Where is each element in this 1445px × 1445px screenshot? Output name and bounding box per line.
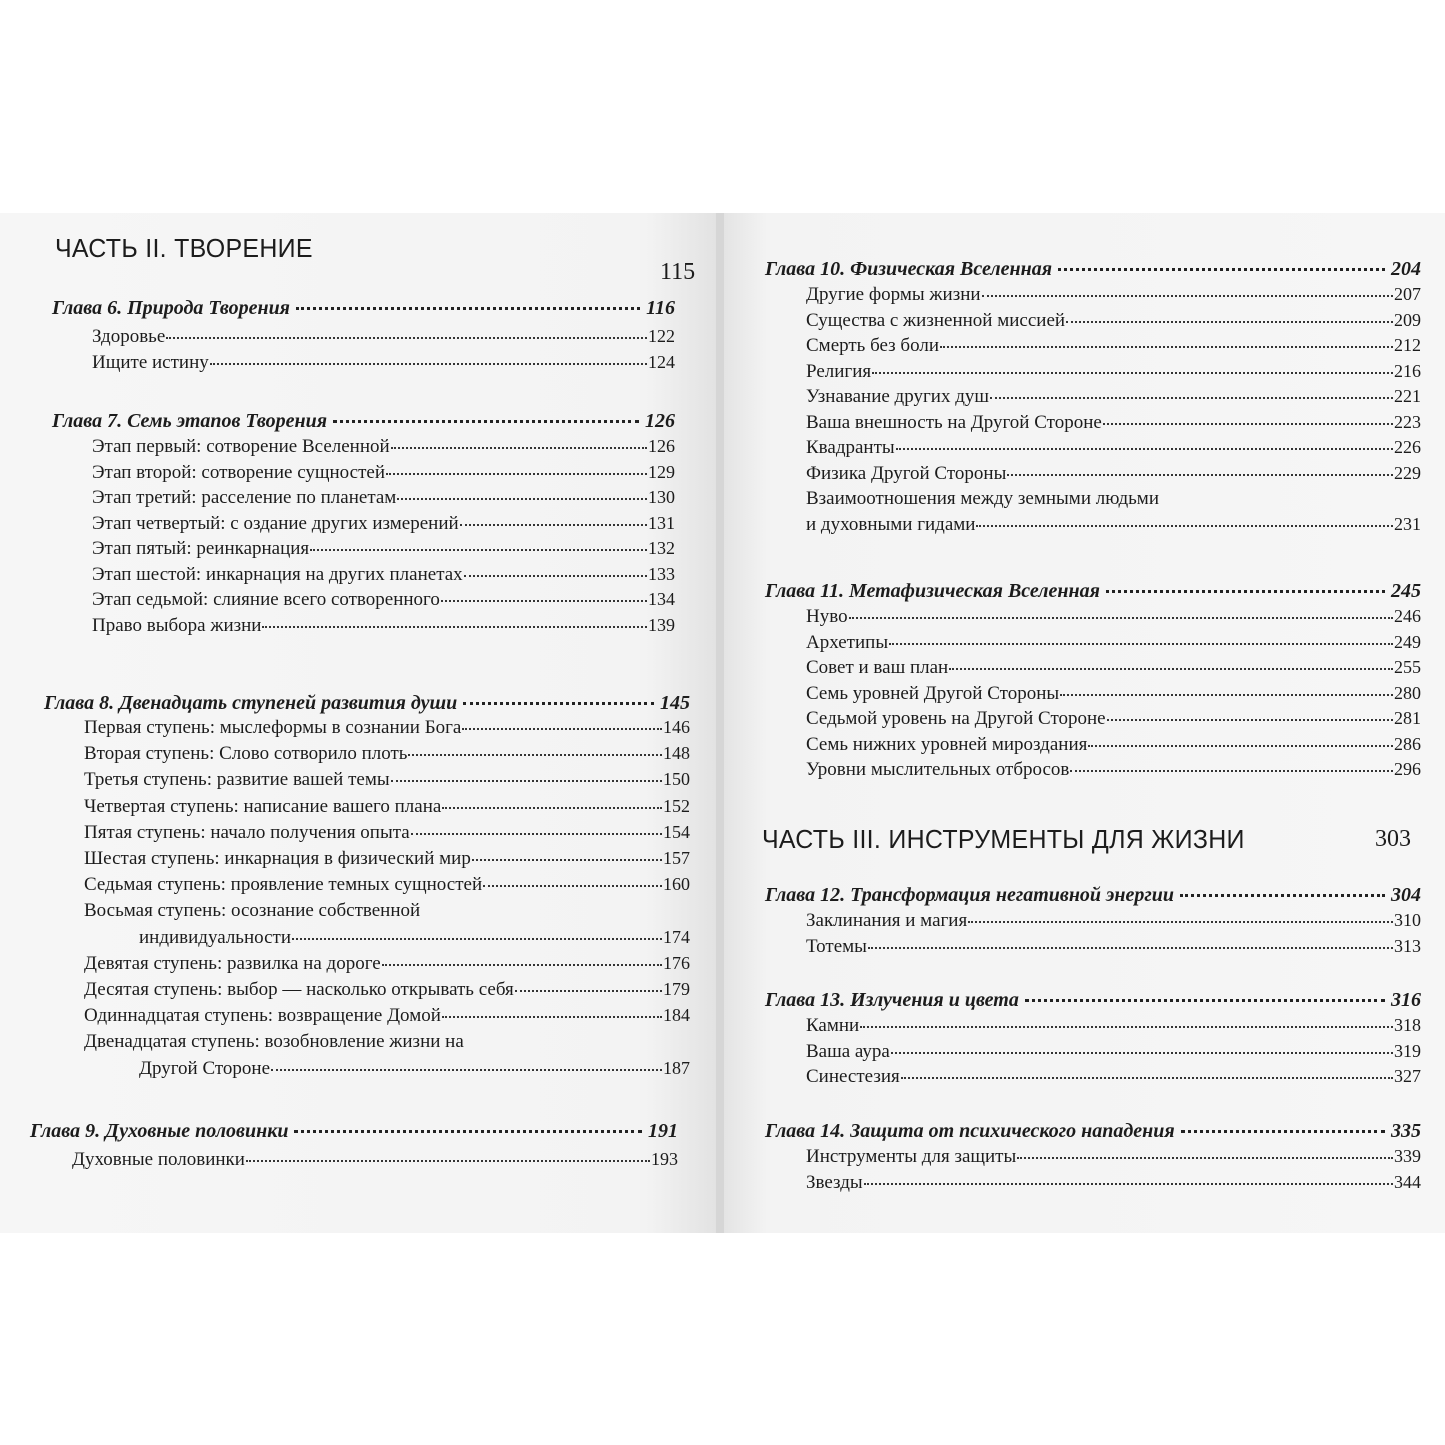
- page-number: 319: [1394, 1040, 1421, 1061]
- dot-leader: [166, 337, 647, 339]
- section-entry: [806, 657, 1421, 679]
- dot-leader: [901, 1077, 1393, 1079]
- page-number: 129: [648, 461, 675, 482]
- section-title: Десятая ступень: выбор — насколько открывать себя: [84, 979, 514, 1000]
- dot-leader: [210, 363, 647, 365]
- dot-leader: [1017, 1157, 1393, 1159]
- dot-leader: [872, 372, 1393, 374]
- section-entry: [84, 953, 690, 975]
- chapter-entry: [765, 989, 1421, 1012]
- section-title: Этап четвертый: с оздание других измерений: [92, 512, 459, 534]
- section-entry: [806, 386, 1421, 408]
- dot-leader: [1058, 268, 1385, 271]
- dot-leader: [408, 754, 662, 756]
- section-title: Другие формы жизни: [806, 284, 981, 305]
- section-entry: [92, 615, 675, 637]
- section-title: Семь уровней Другой Стороны: [806, 682, 1060, 704]
- dot-leader: [1066, 321, 1393, 323]
- chapter-title: Глава 13. Излучения и цвета: [765, 989, 1019, 1011]
- chapter-title: Глава 6. Природа Творения: [52, 297, 290, 319]
- dot-leader: [391, 447, 647, 449]
- chapter-entry: [765, 884, 1421, 907]
- section-entry: [806, 1146, 1421, 1168]
- dot-leader: [864, 1183, 1393, 1185]
- chapter-entry: [765, 580, 1421, 603]
- dot-leader: [1088, 745, 1393, 747]
- section-entry: [806, 335, 1421, 357]
- page-number: 310: [1394, 910, 1421, 930]
- section-title: Этап седьмой: слияние всего сотворенного: [92, 589, 440, 610]
- section-title: Камни: [806, 1015, 860, 1036]
- page-number: 313: [1394, 935, 1421, 956]
- section-title: Взаимоотношения между земными людьми: [806, 488, 1159, 509]
- section-entry: [806, 1041, 1421, 1063]
- dot-leader: [889, 643, 1393, 645]
- dot-leader: [1181, 1130, 1385, 1133]
- dot-leader: [949, 668, 1393, 670]
- section-title: Этап первый: сотворение Вселенной: [92, 436, 390, 457]
- section-title: Заклинания и магия: [806, 910, 968, 931]
- page-number: 229: [1394, 462, 1421, 483]
- section-entry: [84, 874, 690, 896]
- page-number: 132: [648, 538, 675, 558]
- page-number: 145: [660, 692, 690, 714]
- dot-leader: [990, 397, 1393, 399]
- page-number: 246: [1394, 606, 1421, 626]
- dot-leader: [442, 1016, 662, 1018]
- section-title: Двенадцатая ступень: возобновление жизни на: [84, 1031, 464, 1053]
- chapter-title: Глава 9. Духовные половинки: [30, 1120, 289, 1142]
- section-entry: [806, 1066, 1421, 1088]
- dot-leader: [382, 964, 662, 966]
- section-title: Физика Другой Стороны: [806, 462, 1007, 484]
- section-entry: [84, 848, 690, 870]
- section-title: Пятая ступень: начало получения опыта: [84, 821, 410, 843]
- dot-leader: [333, 420, 639, 423]
- dot-leader: [1070, 770, 1393, 772]
- dot-leader: [1060, 694, 1393, 696]
- dot-leader: [441, 600, 647, 602]
- page-number: 231: [1394, 513, 1421, 534]
- section-title: Этап третий: расселение по планетам: [92, 487, 397, 508]
- chapter-entry: [30, 1120, 678, 1143]
- section-entry: [139, 1058, 690, 1080]
- dot-leader: [982, 295, 1393, 297]
- page-number: 134: [648, 589, 675, 609]
- dot-leader: [296, 307, 640, 310]
- chapter-title: Глава 8. Двенадцать ступеней развития души: [44, 692, 458, 714]
- part-page-number: 303: [1375, 826, 1411, 852]
- section-title: Звезды: [806, 1171, 863, 1193]
- dot-leader: [896, 448, 1393, 450]
- section-title: Семь нижних уровней мироздания: [806, 733, 1088, 755]
- dot-leader: [460, 524, 647, 526]
- dot-leader: [940, 346, 1393, 348]
- section-entry: [92, 564, 675, 586]
- section-title: Восьмая ступень: осознание собственной: [84, 900, 421, 922]
- chapter-title: Глава 11. Метафизическая Вселенная: [765, 580, 1100, 602]
- page-number: 116: [646, 297, 675, 319]
- section-entry: [84, 769, 690, 791]
- page-number: 207: [1394, 284, 1421, 304]
- section-entry: [806, 708, 1421, 730]
- section-entry: [806, 759, 1421, 781]
- chapter-title: Глава 14. Защита от психического нападения: [765, 1120, 1175, 1142]
- page-number: 209: [1394, 309, 1421, 330]
- page-number: 130: [648, 487, 675, 507]
- page-number: 245: [1391, 580, 1421, 602]
- chapter-entry: [765, 1120, 1421, 1143]
- section-entry: [84, 979, 690, 1001]
- dot-leader: [1107, 719, 1393, 721]
- chapter-entry: [44, 692, 690, 715]
- page-number: 122: [648, 326, 675, 346]
- page-number: 280: [1394, 682, 1421, 703]
- section-title: Вторая ступень: Слово сотворило плоть: [84, 743, 408, 765]
- dot-leader: [1025, 999, 1385, 1002]
- section-title: Совет и ваш план: [806, 657, 949, 678]
- page-number: 191: [648, 1120, 678, 1142]
- section-entry: [92, 436, 675, 458]
- page-number: 286: [1394, 733, 1421, 754]
- section-title: индивидуальности: [139, 926, 292, 948]
- page-number: 344: [1394, 1171, 1421, 1192]
- section-entry: [92, 513, 675, 535]
- section-entry: [806, 412, 1421, 434]
- dot-leader: [464, 575, 647, 577]
- section-title: Право выбора жизни: [92, 614, 262, 636]
- section-title: Духовные половинки: [72, 1149, 245, 1170]
- section-title: Квадранты: [806, 437, 895, 458]
- dot-leader: [849, 617, 1393, 619]
- section-title: Первая ступень: мыслеформы в сознании Бога: [84, 717, 462, 738]
- dot-leader: [397, 498, 647, 500]
- section-entry: [806, 310, 1421, 332]
- section-entry: [806, 683, 1421, 705]
- dot-leader: [294, 1130, 642, 1133]
- section-entry: [806, 910, 1421, 932]
- section-title: Нуво: [806, 606, 848, 627]
- page-number: 160: [663, 874, 690, 895]
- page-number: 174: [663, 926, 690, 947]
- section-entry: [92, 487, 675, 509]
- section-entry: [92, 589, 675, 611]
- page-number: 226: [1394, 437, 1421, 457]
- section-entry: [84, 743, 690, 765]
- section-title: Шестая ступень: инкарнация в физический мир: [84, 848, 471, 869]
- dot-leader: [1180, 894, 1385, 897]
- section-title: Ваша аура: [806, 1040, 890, 1062]
- page-number: 204: [1391, 258, 1421, 280]
- section-title: Инструменты для защиты: [806, 1146, 1017, 1167]
- section-title: Седьмая ступень: проявление темных сущностей: [84, 874, 483, 896]
- section-title: Узнавание других душ: [806, 386, 989, 407]
- section-entry: [806, 734, 1421, 756]
- page-number: 176: [663, 952, 690, 973]
- section-entry: [84, 822, 690, 844]
- page-number: 339: [1394, 1146, 1421, 1166]
- section-entry: [139, 927, 690, 949]
- section-entry: [84, 717, 690, 739]
- part-title: ЧАСТЬ II. ТВОРЕНИЕ: [55, 233, 313, 263]
- dot-leader: [463, 702, 654, 705]
- page-number: 216: [1394, 360, 1421, 381]
- section-entry: [84, 796, 690, 818]
- dot-leader: [271, 1069, 662, 1071]
- page-number: 154: [663, 821, 690, 842]
- page-number: 304: [1391, 884, 1421, 906]
- part-page-number: 115: [660, 259, 696, 285]
- section-entry: [84, 1005, 690, 1027]
- section-title: Этап шестой: инкарнация на других планетах: [92, 563, 463, 585]
- page-number: 223: [1394, 411, 1421, 432]
- dot-leader: [310, 549, 647, 551]
- page-number: 146: [663, 717, 690, 737]
- page-number: 316: [1391, 989, 1421, 1011]
- section-title: Девятая ступень: развилка на дороге: [84, 952, 381, 974]
- dot-leader: [868, 947, 1393, 949]
- page-number: 193: [651, 1149, 678, 1169]
- dot-leader: [462, 728, 662, 730]
- dot-leader: [483, 885, 662, 887]
- page-number: 126: [648, 436, 675, 456]
- dot-leader: [1007, 474, 1393, 476]
- section-title: Религия: [806, 360, 872, 382]
- section-entry: [806, 437, 1421, 459]
- page-number: 179: [663, 979, 690, 999]
- page-number: 148: [663, 743, 690, 764]
- page-number: 124: [648, 351, 675, 372]
- section-title: Синестезия: [806, 1066, 900, 1087]
- chapter-entry: [765, 258, 1421, 281]
- dot-leader: [891, 1052, 1393, 1054]
- section-entry: [72, 1149, 678, 1171]
- section-title: Седьмой уровень на Другой Стороне: [806, 708, 1106, 729]
- section-title: Архетипы: [806, 631, 889, 653]
- section-title: Этап пятый: реинкарнация: [92, 538, 310, 559]
- section-entry: [806, 514, 1421, 536]
- dot-leader: [515, 990, 662, 992]
- section-entry: [92, 352, 675, 374]
- page-number: 335: [1391, 1120, 1421, 1142]
- page-number: 187: [663, 1057, 690, 1078]
- page-number: 126: [645, 410, 675, 432]
- page-number: 157: [663, 848, 690, 868]
- section-entry: [92, 462, 675, 484]
- dot-leader: [411, 833, 662, 835]
- section-entry: [92, 326, 675, 348]
- page-number: 318: [1394, 1015, 1421, 1035]
- section-title: Уровни мыслительных отбросов: [806, 759, 1070, 780]
- section-title: Здоровье: [92, 326, 166, 347]
- chapter-title: Глава 10. Физическая Вселенная: [765, 258, 1053, 280]
- section-entry: [806, 632, 1421, 654]
- page-number: 139: [648, 614, 675, 635]
- dot-leader: [442, 807, 662, 809]
- dot-leader: [391, 780, 662, 782]
- section-entry: [806, 284, 1421, 306]
- page-number: 296: [1394, 759, 1421, 779]
- page-number: 184: [663, 1005, 690, 1026]
- section-entry: [806, 936, 1421, 958]
- section-title: Этап второй: сотворение сущностей: [92, 461, 385, 483]
- section-title: Четвертая ступень: написание вашего плана: [84, 795, 442, 817]
- dot-leader: [292, 938, 662, 940]
- dot-leader: [1103, 423, 1393, 425]
- section-title: Другой Стороне: [139, 1057, 271, 1079]
- page-number: 221: [1394, 386, 1421, 406]
- chapter-entry: [52, 297, 675, 320]
- page-number: 249: [1394, 631, 1421, 652]
- section-entry: [806, 463, 1421, 485]
- dot-leader: [262, 626, 647, 628]
- page-number: 281: [1394, 708, 1421, 728]
- dot-leader: [1106, 590, 1385, 593]
- section-title: Ваша внешность на Другой Стороне: [806, 411, 1102, 433]
- section-entry: [806, 606, 1421, 628]
- page-number: 327: [1394, 1066, 1421, 1086]
- section-entry: [806, 361, 1421, 383]
- section-entry: [806, 1172, 1421, 1194]
- page-number: 133: [648, 563, 675, 584]
- section-entry: [806, 1015, 1421, 1037]
- section-entry: [92, 538, 675, 560]
- chapter-entry: [52, 410, 675, 433]
- page-number: 131: [648, 512, 675, 533]
- page-number: 152: [663, 795, 690, 816]
- dot-leader: [472, 859, 662, 861]
- chapter-title: Глава 12. Трансформация негативной энергии: [765, 884, 1174, 906]
- page-number: 255: [1394, 657, 1421, 677]
- section-title: Тотемы: [806, 935, 867, 957]
- section-title: Одиннадцатая ступень: возвращение Домой: [84, 1005, 441, 1027]
- chapter-title: Глава 7. Семь этапов Творения: [52, 410, 327, 432]
- page-number: 212: [1394, 335, 1421, 355]
- section-title: Смерть без боли: [806, 335, 939, 356]
- dot-leader: [968, 921, 1393, 923]
- dot-leader: [386, 473, 647, 475]
- part-title-iii: ЧАСТЬ III. ИНСТРУМЕНТЫ ДЛЯ ЖИЗНИ: [762, 824, 1245, 854]
- dot-leader: [976, 525, 1393, 527]
- section-title: и духовными гидами: [806, 513, 976, 535]
- section-title: Существа с жизненной миссией: [806, 309, 1066, 331]
- page-number: 150: [663, 769, 690, 790]
- section-title: Ищите истину: [92, 351, 209, 373]
- dot-leader: [246, 1160, 650, 1162]
- section-title: Третья ступень: развитие вашей темы: [84, 769, 390, 791]
- dot-leader: [860, 1026, 1393, 1028]
